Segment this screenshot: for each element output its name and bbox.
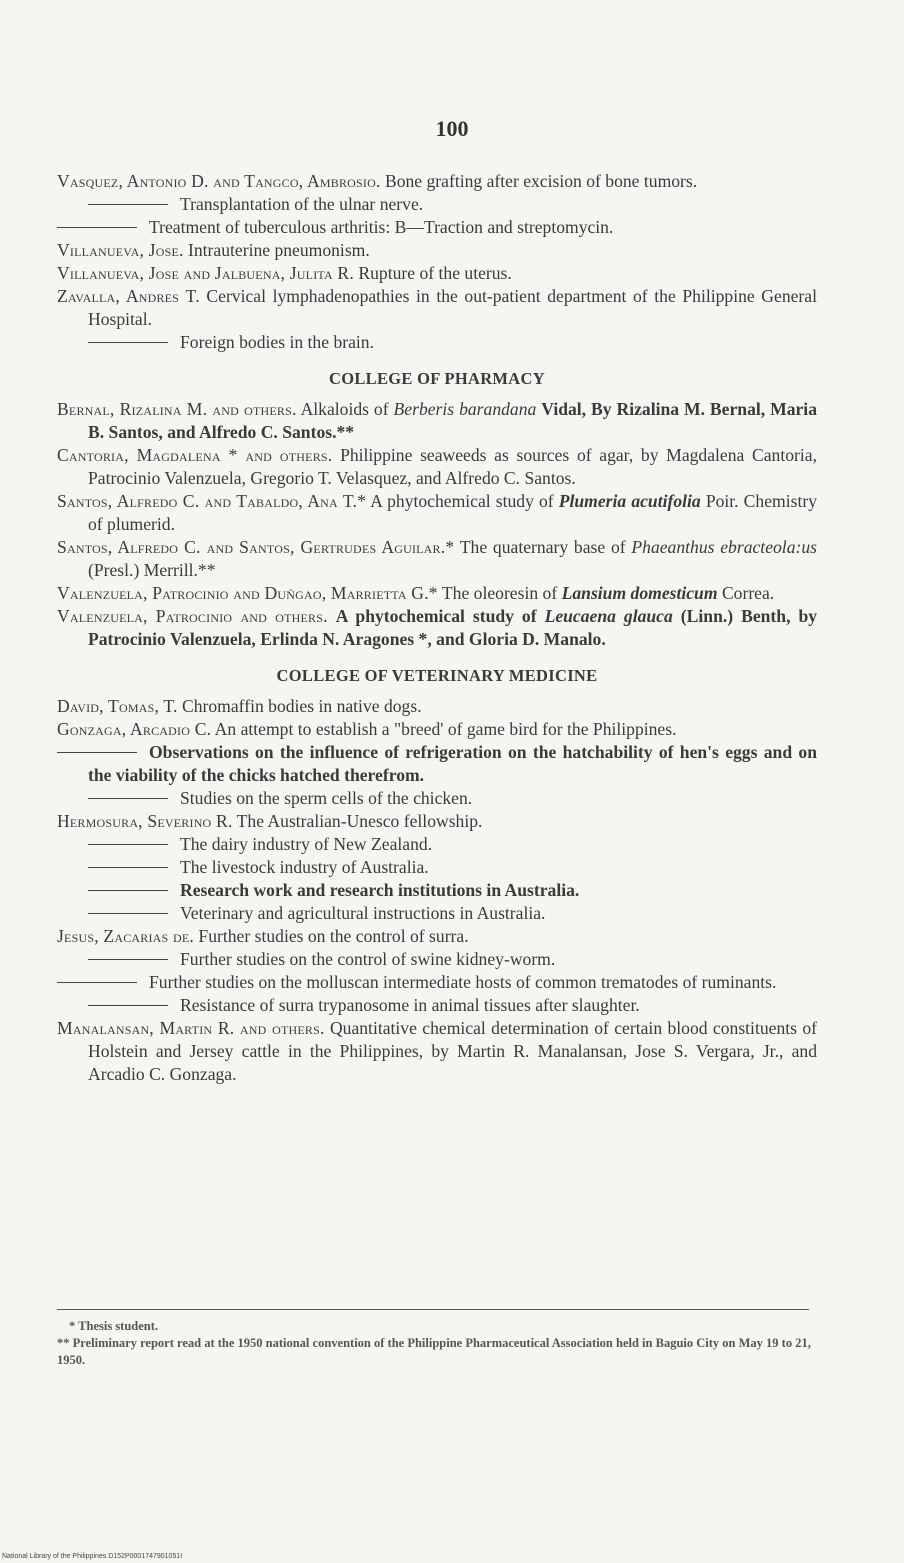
entry-title: Cervical lymphadenopathies in the out-patient department of the Philippine General Hospital. (88, 286, 817, 329)
entry-title: Studies on the sperm cells of the chicken. (180, 788, 473, 808)
bib-entry (57, 994, 817, 1017)
bib-entry (57, 170, 817, 193)
entry-author: Villanueva, Jose. (57, 240, 184, 260)
footnotes (57, 1318, 817, 1369)
entry-author: Villanueva, Jose and Jalbuena, Julita R. (57, 263, 354, 283)
entry-author: Bernal, Rizalina M. and others. (57, 399, 297, 419)
entry-author: Manalansan, Martin R. and others. (57, 1018, 325, 1038)
bib-entry (57, 331, 817, 354)
bib-entry (57, 216, 817, 239)
bib-entry (57, 833, 817, 856)
bib-entry (57, 490, 817, 536)
ditto-rule (88, 1005, 168, 1006)
bib-entry (57, 193, 817, 216)
entry-title: The dairy industry of New Zealand. (180, 834, 433, 854)
entry-title-pre: Alkaloids of (300, 399, 389, 419)
entry-title: Further studies on the control of swine kidney-worm. (180, 949, 556, 969)
bib-entry (57, 902, 817, 925)
bib-entry (57, 239, 817, 262)
bib-entry (57, 879, 817, 902)
species-name: Berberis barandana (393, 399, 537, 419)
bib-entry (57, 948, 817, 971)
bib-entry (57, 810, 817, 833)
entry-title-post: Vidal, By Rizalina M. Bernal, Maria B. Santos, and Alfredo C. Santos.** (88, 399, 817, 442)
ditto-rule (57, 752, 137, 753)
footnote-preliminary: ** Preliminary report read at the 1950 national convention of the Philippine Pharmaceutical Association held in Baguio City on May 19 to 21, 1950. (57, 1336, 811, 1367)
page-number: 100 (435, 116, 469, 141)
entry-title: Quantitative chemical determination of certain blood constituents of Holstein and Jersey cattle in the Philippines, by Martin R. Manalansan, Jose S. Vergara, Jr., and Arcadio C. Gonzaga. (88, 1018, 817, 1084)
entry-title: The Australian-Unesco fellowship. (236, 811, 483, 831)
bibliography-list (57, 170, 817, 1086)
ditto-rule (88, 204, 168, 205)
entry-title-pre: The oleoresin of (441, 583, 558, 603)
entry-title-pre: A phytochemical study of (370, 491, 554, 511)
ditto-rule (88, 959, 168, 960)
ditto-rule (57, 227, 137, 228)
ditto-rule (88, 867, 168, 868)
bib-entry (57, 444, 817, 490)
entry-author: Jesus, Zacarias de. (57, 926, 195, 946)
entry-author: Hermosura, Severino R. (57, 811, 233, 831)
bib-entry (57, 741, 817, 787)
entry-title: Foreign bodies in the brain. (180, 332, 374, 352)
entry-title: Treatment of tuberculous arthritis: B—Traction and streptomycin. (149, 217, 614, 237)
entry-author: Santos, Alfredo C. and Tabaldo, Ana T.* (57, 491, 367, 511)
bib-entry (57, 718, 817, 741)
entry-title: Resistance of surra trypanosome in animal tissues after slaughter. (180, 995, 640, 1015)
entry-author: David, Tomas, T. (57, 696, 178, 716)
section-heading-veterinary: COLLEGE OF VETERINARY MEDICINE (276, 666, 598, 685)
section-heading-pharmacy: COLLEGE OF PHARMACY (329, 369, 545, 388)
entry-title-post: Poir. Chemistry of plumerid. (88, 491, 817, 534)
footnote-divider (57, 1309, 809, 1310)
entry-title-pre: A phytochemical study of (335, 606, 537, 626)
entry-author: Gonzaga, Arcadio C. (57, 719, 212, 739)
bib-entry (57, 925, 817, 948)
bib-entry (57, 582, 817, 605)
ditto-rule (88, 913, 168, 914)
entry-title-post: (Presl.) Merrill.** (88, 560, 216, 580)
ditto-rule (88, 890, 168, 891)
bib-entry (57, 856, 817, 879)
entry-title: Bone grafting after excision of bone tumors. (384, 171, 698, 191)
entry-title: The livestock industry of Australia. (180, 857, 429, 877)
footnote-thesis: * Thesis student. (69, 1319, 159, 1333)
bib-entry (57, 536, 817, 582)
ditto-rule (88, 844, 168, 845)
entry-title: Research work and research institutions in Australia. (180, 880, 580, 900)
entry-title: Transplantation of the ulnar nerve. (180, 194, 424, 214)
entry-author: Cantoria, Magdalena * and others. (57, 445, 333, 465)
scan-imprint: National Library of the Philippines D152P0001747901051I (2, 1553, 183, 1560)
entry-author: Valenzuela, Patrocinio and Duñgao, Marrietta G.* (57, 583, 438, 603)
entry-title: Intrauterine pneumonism. (188, 240, 370, 260)
entry-title: Veterinary and agricultural instructions in Australia. (180, 903, 546, 923)
ditto-rule (57, 982, 137, 983)
entry-title: Chromaffin bodies in native dogs. (181, 696, 422, 716)
entry-title: Further studies on the control of surra. (198, 926, 469, 946)
bib-entry (57, 398, 817, 444)
entry-title-post: (Linn.) Benth, by Patrocinio Valenzuela, Erlinda N. Aragones *, and Gloria D. Manalo. (88, 606, 818, 649)
bib-entry (57, 605, 817, 651)
species-name: Leucaena glauca (544, 606, 673, 626)
entry-title: Observations on the influence of refrigeration on the hatchability of hen's eggs and on the viability of the chicks hatched therefrom. (88, 742, 817, 785)
entry-title: Further studies on the molluscan intermediate hosts of common trematodes of ruminants. (149, 972, 777, 992)
entry-title-pre: The quaternary base of (459, 537, 626, 557)
entry-author: Zavalla, Andres T. (57, 286, 200, 306)
species-name: Phaeanthus ebracteola:us (631, 537, 817, 557)
ditto-rule (88, 798, 168, 799)
entry-author: Vasquez, Antonio D. and Tangco, Ambrosio. (57, 171, 381, 191)
species-name: Lansium domesticum (561, 583, 718, 603)
entry-title-post: Correa. (721, 583, 775, 603)
entry-title: An attempt to establish a "breed' of game bird for the Philippines. (214, 719, 677, 739)
entry-author: Santos, Alfredo C. and Santos, Gertrudes Aguilar.* (57, 537, 455, 557)
bib-entry (57, 787, 817, 810)
entry-author: Valenzuela, Patrocinio and others. (57, 606, 328, 626)
bib-entry (57, 262, 817, 285)
bib-entry (57, 285, 817, 331)
bib-entry (57, 971, 817, 994)
bib-entry (57, 695, 817, 718)
species-name: Plumeria acutifolia (558, 491, 701, 511)
entry-title: Philippine seaweeds as sources of agar, by Magdalena Cantoria, Patrocinio Valenzuela, Gregorio T. Velasquez, and Alfredo C. Santos. (88, 445, 817, 488)
entry-title: Rupture of the uterus. (358, 263, 512, 283)
bib-entry (57, 1017, 817, 1086)
ditto-rule (88, 342, 168, 343)
